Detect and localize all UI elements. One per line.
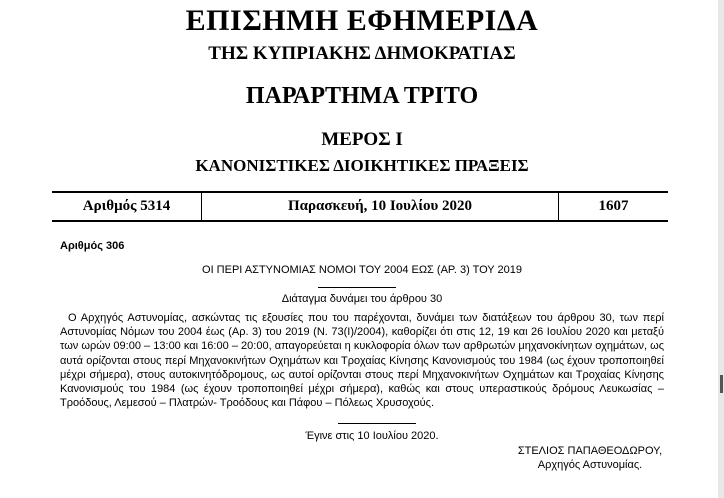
divider <box>338 423 416 424</box>
signer-role: Αρχηγός Αστυνομίας. <box>537 459 643 471</box>
signer-name: ΣΤΕΛΙΟΣ ΠΑΠΑΘΕΟΔΩΡΟΥ, <box>517 445 663 457</box>
annex-heading: ΠΑΡΑΡΤΗΜΑ ΤΡΙΤΟ <box>245 83 479 109</box>
gazette-subtitle: ΤΗΣ ΚΥΠΡΙΑΚΗΣ ΔΗΜΟΚΡΑΤΙΑΣ <box>208 43 516 64</box>
page-edge <box>718 0 724 498</box>
issue-date: Παρασκευή, 10 Ιουλίου 2020 <box>202 193 559 220</box>
order-body-text: Ο Αρχηγός Αστυνομίας, ασκώντας τις εξουσίες που του παρέχονται, δυνάμει των διατάξεων του άρθρου 30, των περί Αστυνομίας Νόμων του 2004 έως (Αρ. 3) του 2019 (Ν. 73(Ι)/2004), καθορίζει ότι στις 12, 19 και 26 Ιουλίου 2020 και μεταξύ των ωρών 09:00 – 13:00 και 16:00 – 20:00, απαγορεύεται η κυκλοφορία όλων των αρθρωτών μηχανοκίνητων οχημάτων, ως αυτά ορίζονται στους περί Μηχανοκινήτων Οχημάτων και Τροχαίας Κίνησης Κανονισμούς του 1984 (ως έχουν τροποποιηθεί μέχρι σήμερα), στους αυτοκινητόδρομους, ως αυτοί ορίζονται στους περί Μηχανοκινήτων Οχημάτων και Τροχαίας Κίνησης Κανονισμούς του 1984 (ως έχουν τροποποιηθεί μέχρι σήμερα), καθώς και στους υπεραστικούς δρόμους Λευκωσίας – Τροόδους, Λεμεσού – Πλατρών- Τροόδους και Πάφου – Πόλεως Χρυσοχούς. <box>60 312 664 410</box>
page-number: 1607 <box>598 198 629 214</box>
part-heading: ΜΕΡΟΣ Ι <box>321 129 403 150</box>
order-title: Διάταγμα δυνάμει του άρθρου 30 <box>281 293 443 305</box>
done-date: Έγινε στις 10 Ιουλίου 2020. <box>305 430 439 442</box>
section-heading: ΚΑΝΟΝΙΣΤΙΚΕΣ ΔΙΟΙΚΗΤΙΚΕΣ ΠΡΑΞΕΙΣ <box>195 156 529 175</box>
law-title: ΟΙ ΠΕΡΙ ΑΣΤΥΝΟΜΙΑΣ ΝΟΜΟΙ ΤΟΥ 2004 ΕΩΣ (ΑΡ. 3) ΤΟΥ 2019 <box>202 264 522 276</box>
document-number: Αριθμός 306 <box>60 240 125 252</box>
order-body <box>60 311 664 410</box>
issue-info-bar <box>52 191 668 222</box>
page-edge-mark <box>720 375 723 393</box>
gazette-title: ΕΠΙΣΗΜΗ ΕΦΗΜΕΡΙΔΑ <box>185 4 539 37</box>
divider <box>318 287 396 288</box>
issue-number: Αριθμός 5314 <box>52 193 202 220</box>
